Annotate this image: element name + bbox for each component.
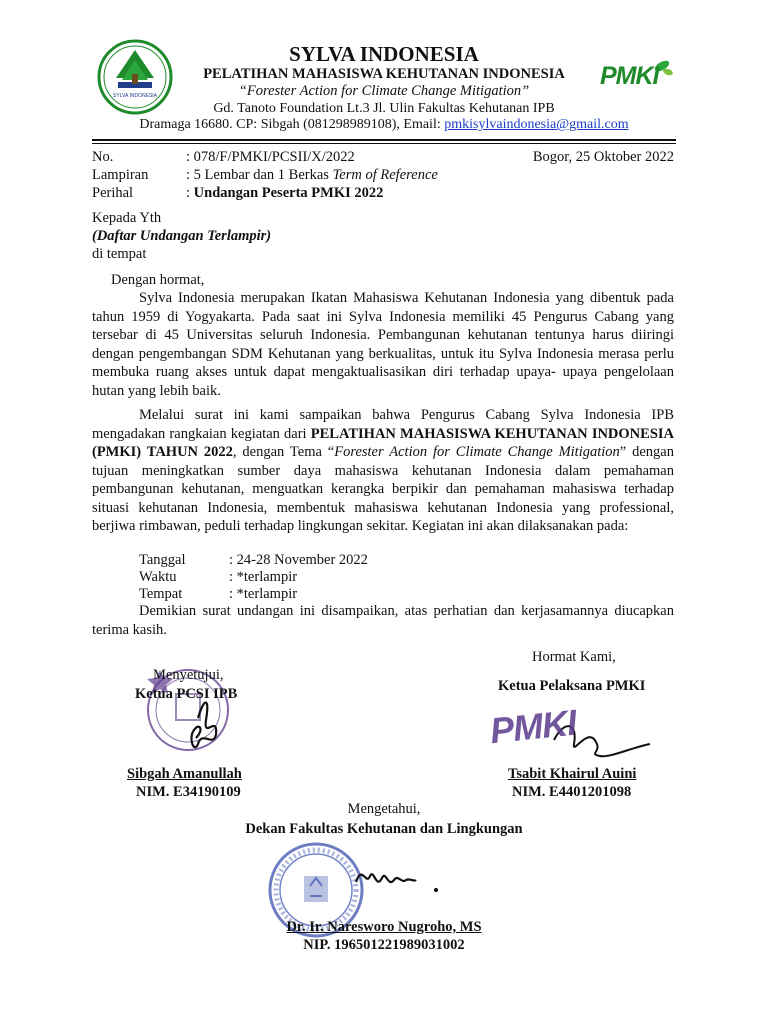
waktu-label: Waktu [139,569,177,585]
paragraph-2-theme-intro: , dengan Tema “ [232,444,335,460]
header-divider [92,139,676,141]
hormat-kami: Hormat Kami, [532,649,616,665]
org-subtitle: PELATIHAN MAHASISWA KEHUTANAN INDONESIA [203,66,565,82]
paragraph-2 [92,406,674,536]
perihal-label: Perihal [92,185,134,201]
email-link[interactable]: pmkisylvaindonesia@gmail.com [444,117,629,132]
no-label: No. [92,149,114,165]
recipient-line3: di tempat [92,246,147,262]
left-signer-title: Ketua PCSI IPB [135,686,238,702]
dean-nip: NIP. 196501221989031002 [303,937,465,953]
tempat-label: Tempat [139,586,183,602]
event-name: PELATIHAN MAHASISWA KEHUTANAN INDONESIA (PMKI) TAHUN 2022 [92,425,675,460]
closing-paragraph: Demikian surat undangan ini disampaikan, atas perhatian dan kerjasamannya diucapkan terima kasih. [92,603,674,638]
dean-name: Dr. Ir. Naresworo Nugroho, MS [286,919,482,935]
sylva-logo-caption: SYLVA INDONESIA [113,93,157,99]
dean-title: Dekan Fakultas Kehutanan dan Lingkungan [245,821,523,837]
pmki-logo-text: PMKI [600,62,659,90]
waktu-value: : *terlampir [229,569,298,585]
org-address-prefix: Dramaga 16680. CP: Sibgah (081298989108), Email: [139,117,445,132]
tanggal-value: : 24-28 November 2022 [229,552,368,568]
approval-label: Menyetujui, [153,667,224,683]
org-address-line1: Gd. Tanoto Foundation Lt.3 Jl. Ulin Fakultas Kehutanan IPB [213,101,555,116]
right-signer-name: Tsabit Khairul Auini [508,766,637,782]
paragraph-2-rest: ” dengan tujuan meningkatkan sumber daya mahasiswa kehutanan Indonesia dalam pemahaman pembangunan kehutanan, menguatkan kerangka berpikir dan pemahaman mahasiswa terhadap situasi kehutanan Indonesia, membentuk mahasiswa kehutanan Indonesia yang professional, berjiwa rimbawan, peduli terhadap lingkungan sekitar. Kegiatan ini akan dilaksanakan pada: [92,444,674,534]
perihal-subject: Undangan Peserta PMKI 2022 [193,185,384,201]
right-signer-nim: NIM. E4401201098 [512,784,632,800]
tempat-value: : *terlampir [229,586,298,602]
greeting: Dengan hormat, [111,272,205,288]
tanggal-label: Tanggal [139,552,186,568]
pmki-stamp [484,700,654,762]
right-signer-title: Ketua Pelaksana PMKI [498,678,646,694]
lampiran-value [186,166,438,185]
left-signer-nim: NIM. E34190109 [136,784,241,800]
perihal-colon: : [186,185,194,201]
lampiran-label: Lampiran [92,167,149,183]
no-value: : 078/F/PMKI/PCSII/X/2022 [186,149,355,165]
mengetahui-label: Mengetahui, [347,801,421,817]
paragraph-2-intro: Melalui surat ini kami sampaikan bahwa Pengurus Cabang Sylva Indonesia IPB mengadakan rangkaian kegiatan dari [92,407,674,442]
left-signer-name: Sibgah Amanullah [127,766,242,782]
lampiran-value-text: : 5 Lembar dan 1 Berkas [186,167,333,183]
header-divider-thin [92,143,676,144]
recipient-line2: (Daftar Undangan Terlampir) [92,228,272,244]
event-theme: Forester Action for Climate Change Mitigation [334,444,620,460]
org-name: SYLVA INDONESIA [289,42,479,66]
lampiran-value-italic: Term of Reference [332,167,438,183]
letter-date: Bogor, 25 Oktober 2022 [532,149,674,165]
org-motto: “Forester Action for Climate Change Mitigation” [238,83,530,99]
perihal-value [186,184,383,203]
org-address-line2 [0,117,768,133]
paragraph-1: Sylva Indonesia merupakan Ikatan Mahasiswa Kehutanan Indonesia yang dibentuk pada tahun 1959 di Yogyakarta. Pada saat ini Sylva Indonesia memiliki 45 Pengurus Cabang yang tersebar di 45 Universitas seluruh Indonesia. Pembangunan kehutanan tentunya harus diiringi dengan pengembangan SDM Kehutanan yang berkualitas, untuk itu Sylva Indonesia merasa perlu membuka ruang akses untuk dapat mengaktualisasikan diri terhadap upaya- upaya pengelolaan hutan yang lebih baik. [92,290,674,399]
recipient-line1: Kepada Yth [92,210,162,226]
pmki-stamp-text: PMKI [488,701,578,752]
